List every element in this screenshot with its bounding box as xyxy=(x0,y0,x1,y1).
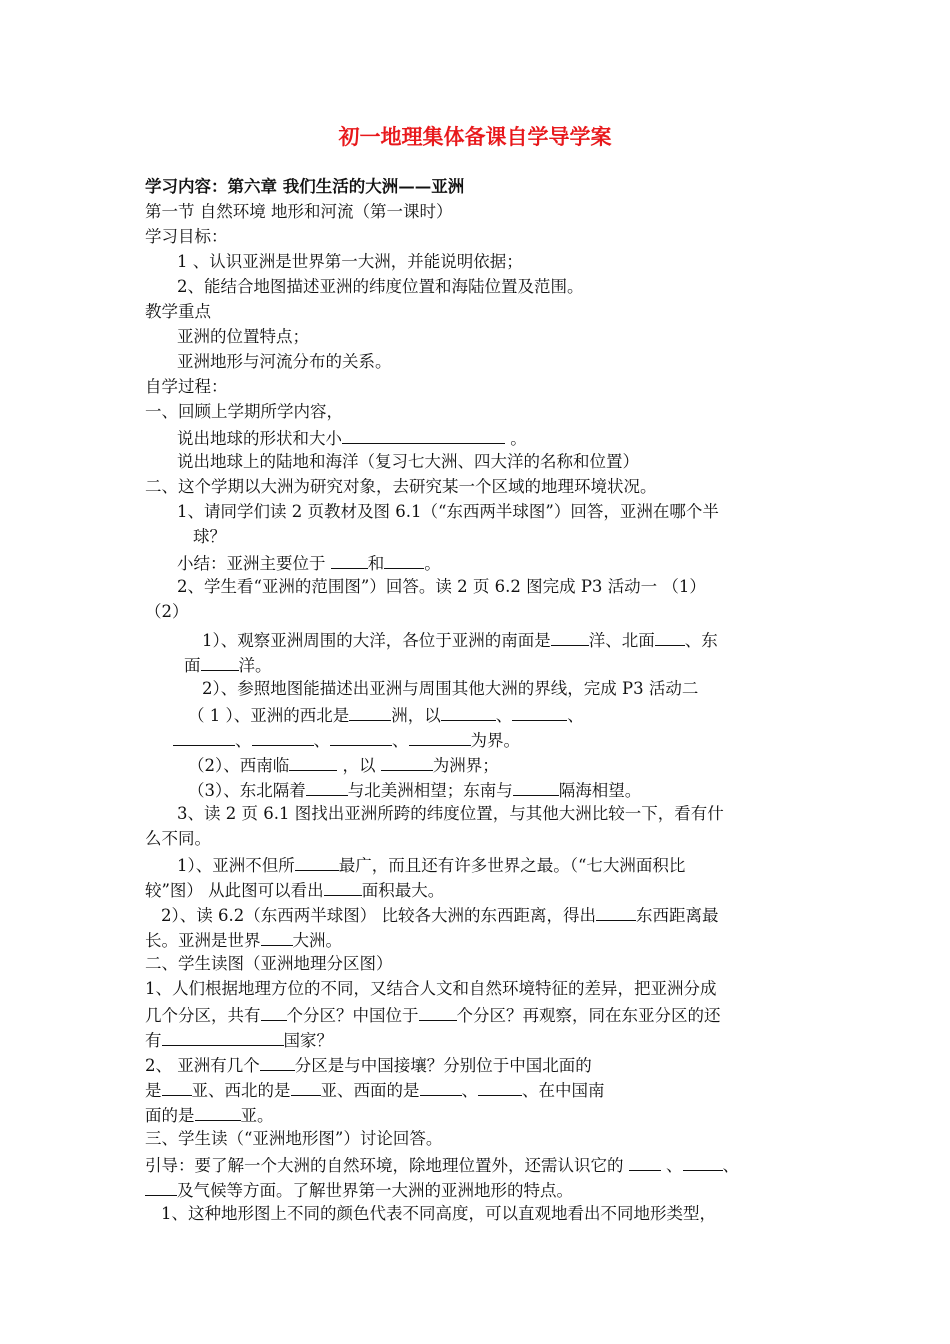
answer-blank[interactable] xyxy=(162,1078,192,1096)
answer-blank[interactable] xyxy=(342,426,505,444)
guidance-line-cont: 及气候等方面。了解世界第一大洲的亚洲地形的特点。 xyxy=(145,1178,573,1202)
key-point-1: 亚洲的位置特点； xyxy=(177,327,309,346)
boundary-northwest: （ 1 ）、亚洲的西北是 洲，以 、 、 xyxy=(188,703,584,727)
question-east-west-cont: 长。亚洲是世界 大洲。 xyxy=(145,928,342,952)
question-regions-2-cont: 是 亚、西北的是 亚、西面的是 、 、在中国南 xyxy=(145,1078,605,1102)
answer-blank[interactable] xyxy=(324,878,362,896)
answer-blank[interactable] xyxy=(551,628,589,646)
answer-blank[interactable] xyxy=(513,778,559,796)
answer-blank[interactable] xyxy=(295,853,339,871)
answer-blank[interactable] xyxy=(289,753,337,771)
answer-blank[interactable] xyxy=(306,778,348,796)
answer-blank[interactable] xyxy=(419,1003,457,1021)
answer-blank[interactable] xyxy=(349,703,391,721)
question-2-1-cont: 球？ xyxy=(193,527,226,546)
page-title: 初一地理集体备课自学导学案 xyxy=(338,124,612,149)
answer-blank[interactable] xyxy=(596,903,636,921)
boundary-northwest-cont: 、 、 、 为界。 xyxy=(173,728,520,752)
question-2-2: 2、学生看“亚洲的范围图”）回答。读 2 页 6.2 图完成 P3 活动一 （1） xyxy=(177,577,706,596)
key-point-2: 亚洲地形与河流分布的关系。 xyxy=(177,352,392,371)
answer-blank[interactable] xyxy=(261,928,293,946)
question-2-1: 1、请同学们读 2 页教材及图 6.1（“东西两半球图”）回答，亚洲在哪个半 xyxy=(177,502,719,521)
question-earth-shape: 说出地球的形状和大小 。 xyxy=(177,426,527,450)
goal-1: 1 、认识亚洲是世界第一大洲，并能说明依据； xyxy=(177,252,523,271)
answer-blank[interactable] xyxy=(330,728,392,746)
question-oceans-cont: 面 洋。 xyxy=(184,653,272,677)
answer-blank[interactable] xyxy=(441,703,496,721)
question-regions-1: 1、人们根据地理方位的不同，又结合人文和自然环境特征的差异，把亚洲分成 xyxy=(145,979,717,998)
part-3-heading: 三、学生读（“亚洲地形图”）讨论回答。 xyxy=(145,1129,443,1148)
question-2-3-cont: 么不同。 xyxy=(145,829,211,848)
answer-blank[interactable] xyxy=(145,1178,177,1196)
answer-blank[interactable] xyxy=(252,728,314,746)
part-1-heading: 一、回顾上学期所学内容， xyxy=(145,402,343,421)
key-points-heading: 教学重点 xyxy=(145,302,211,321)
question-land-ocean: 说出地球上的陆地和海洋（复习七大洲、四大洋的名称和位置） xyxy=(177,452,639,471)
answer-blank[interactable] xyxy=(409,728,471,746)
answer-blank[interactable] xyxy=(655,628,685,646)
answer-blank[interactable] xyxy=(261,1003,287,1021)
question-regions-1-end: 有 国家？ xyxy=(145,1028,333,1052)
goals-heading: 学习目标： xyxy=(145,227,228,246)
question-east-west: 2）、读 6.2（东西两半球图） 比较各大洲的东西距离，得出 东西距离最 xyxy=(161,903,718,927)
question-latitude: 1）、亚洲不但所 最广，而且还有许多世界之最。（“七大洲面积比 xyxy=(177,853,685,877)
question-terrain-1: 1、这种地形图上不同的颜色代表不同高度，可以直观地看出不同地形类型， xyxy=(161,1204,716,1223)
answer-blank[interactable] xyxy=(384,551,424,569)
question-2-3: 3、读 2 页 6.1 图找出亚洲所跨的纬度位置，与其他大洲比较一下，看有什 xyxy=(177,804,724,823)
answer-blank[interactable] xyxy=(629,1153,661,1171)
part-2-heading: 二、这个学期以大洲为研究对象，去研究某一个区域的地理环境状况。 xyxy=(145,477,657,496)
question-regions-2-end: 面的是 亚。 xyxy=(145,1103,274,1127)
question-oceans: 1）、观察亚洲周围的大洋，各位于亚洲的南面是 洋、北面 、东 xyxy=(202,628,718,652)
answer-blank[interactable] xyxy=(420,1078,462,1096)
summary-line: 小结：亚洲主要位于 和 。 xyxy=(177,551,441,575)
answer-blank[interactable] xyxy=(291,1078,321,1096)
answer-blank[interactable] xyxy=(331,551,368,569)
question-regions-2: 2、 亚洲有几个 分区是与中国接壤？分别位于中国北面的 xyxy=(145,1053,592,1077)
answer-blank[interactable] xyxy=(512,703,567,721)
process-heading: 自学过程： xyxy=(145,377,228,396)
question-latitude-cont: 较”图） 从此图可以看出 面积最大。 xyxy=(145,878,444,902)
question-2-2-cont: （2） xyxy=(145,602,189,621)
answer-blank[interactable] xyxy=(195,1103,241,1121)
section-line: 第一节 自然环境 地形和河流（第一课时） xyxy=(145,202,453,221)
answer-blank[interactable] xyxy=(162,1028,284,1046)
answer-blank[interactable] xyxy=(478,1078,522,1096)
guidance-line: 引导：要了解一个大洲的自然环境，除地理位置外，还需认识它的 、 、 xyxy=(145,1153,739,1177)
boundary-northeast: （3）、东北隔着 与北美洲相望；东南与 隔海相望。 xyxy=(188,778,641,802)
part-regions-heading: 二、学生读图（亚洲地理分区图） xyxy=(145,954,393,973)
boundary-southwest: （2）、西南临 ，以 为洲界； xyxy=(188,753,499,777)
answer-blank[interactable] xyxy=(260,1053,295,1071)
question-boundaries: 2）、参照地图能描述出亚洲与周围其他大洲的界线，完成 P3 活动二 xyxy=(202,679,699,698)
answer-blank[interactable] xyxy=(683,1153,723,1171)
answer-blank[interactable] xyxy=(173,728,235,746)
goal-2: 2、能结合地图描述亚洲的纬度位置和海陆位置及范围。 xyxy=(177,277,584,296)
answer-blank[interactable] xyxy=(201,653,239,671)
study-content-line: 学习内容：第六章 我们生活的大洲——亚洲 xyxy=(145,177,465,196)
question-regions-1-cont: 几个分区，共有 个分区？中国位于 个分区？再观察，同在东亚分区的还 xyxy=(145,1003,721,1027)
answer-blank[interactable] xyxy=(381,753,433,771)
